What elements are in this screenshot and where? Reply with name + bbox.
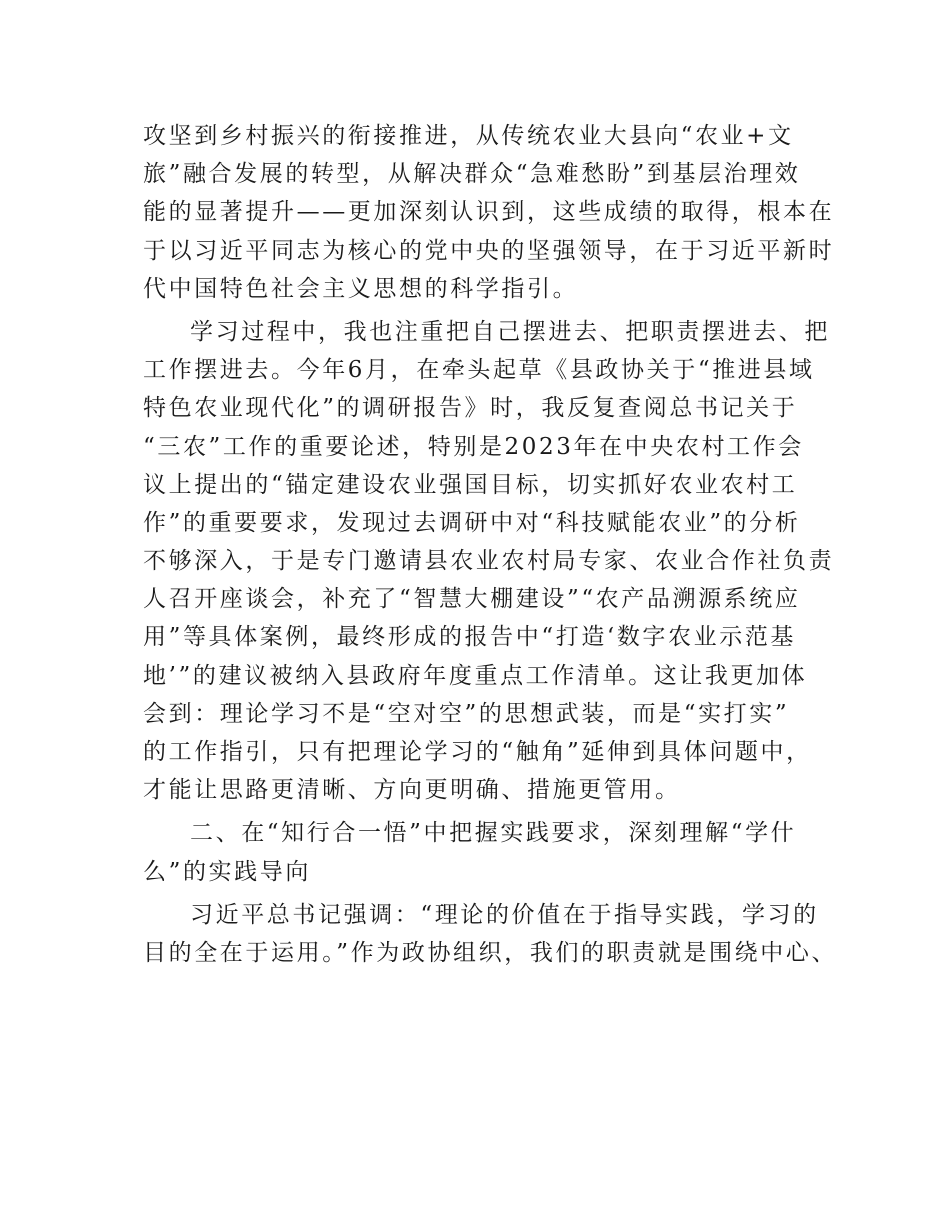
text-line: 攻坚到乡村振兴的衔接推进，从传统农业大县向“农业+文 bbox=[143, 123, 794, 149]
para-theory-value bbox=[143, 896, 838, 972]
text-line: 特色农业现代化”的调研报告》时，我反复查阅总书记关于 bbox=[143, 395, 798, 422]
text-line: 习近平总书记强调：“理论的价值在于指导实践，学习的 bbox=[190, 901, 819, 928]
heading-line: 二、在“知行合一悟”中把握实践要求，深刻理解“学什 bbox=[190, 820, 797, 847]
text-line: 工作摆进去。今年6月，在牵头起草《县政协关于“推进县域 bbox=[143, 357, 815, 384]
para-study-practice bbox=[143, 313, 835, 809]
para-continuation bbox=[143, 117, 835, 308]
text-line: 用”等具体案例，最终形成的报告中“打造‘数字农业示范基 bbox=[143, 624, 797, 651]
text-line: 目的全在于运用。”作为政协组织，我们的职责就是围绕中心、 bbox=[143, 939, 838, 966]
section-heading-two bbox=[143, 814, 823, 890]
text-line: 不够深入，于是专门邀请县农业农村局专家、农业合作社负责 bbox=[143, 548, 835, 575]
text-line: 议上提出的“锚定建设农业强国目标，切实抓好农业农村工 bbox=[143, 471, 798, 498]
text-line: 作”的重要要求，发现过去调研中对“科技赋能农业”的分析 bbox=[143, 509, 801, 536]
text-line: 人召开座谈会，补充了“智慧大棚建设”“农产品溯源系统应 bbox=[143, 586, 801, 613]
heading-line: 么”的实践导向 bbox=[143, 858, 311, 885]
text-line: 学习过程中，我也注重把自己摆进去、把职责摆进去、把 bbox=[190, 318, 830, 345]
text-line: 旅”融合发展的转型，从解决群众“急难愁盼”到基层治理效 bbox=[143, 161, 801, 188]
text-line: 代中国特色社会主义思想的科学指引。 bbox=[143, 275, 579, 302]
text-line: 才能让思路更清晰、方向更明确、措施更管用。 bbox=[143, 777, 681, 804]
text-line: 地’”的建议被纳入县政府年度重点工作清单。这让我更加体 bbox=[143, 662, 808, 689]
text-line: 会到：理论学习不是“空对空”的思想武装，而是“实打实” bbox=[143, 700, 790, 727]
text-line: 于以习近平同志为核心的党中央的坚强领导，在于习近平新时 bbox=[143, 237, 835, 264]
body-text bbox=[143, 117, 838, 972]
text-line: “三农”工作的重要论述，特别是2023年在中央农村工作会 bbox=[143, 433, 804, 460]
text-line: 能的显著提升——更加深刻认识到，这些成绩的取得，根本在 bbox=[143, 199, 835, 226]
text-line: 的工作指引，只有把理论学习的“触角”延伸到具体问题中， bbox=[143, 739, 812, 765]
